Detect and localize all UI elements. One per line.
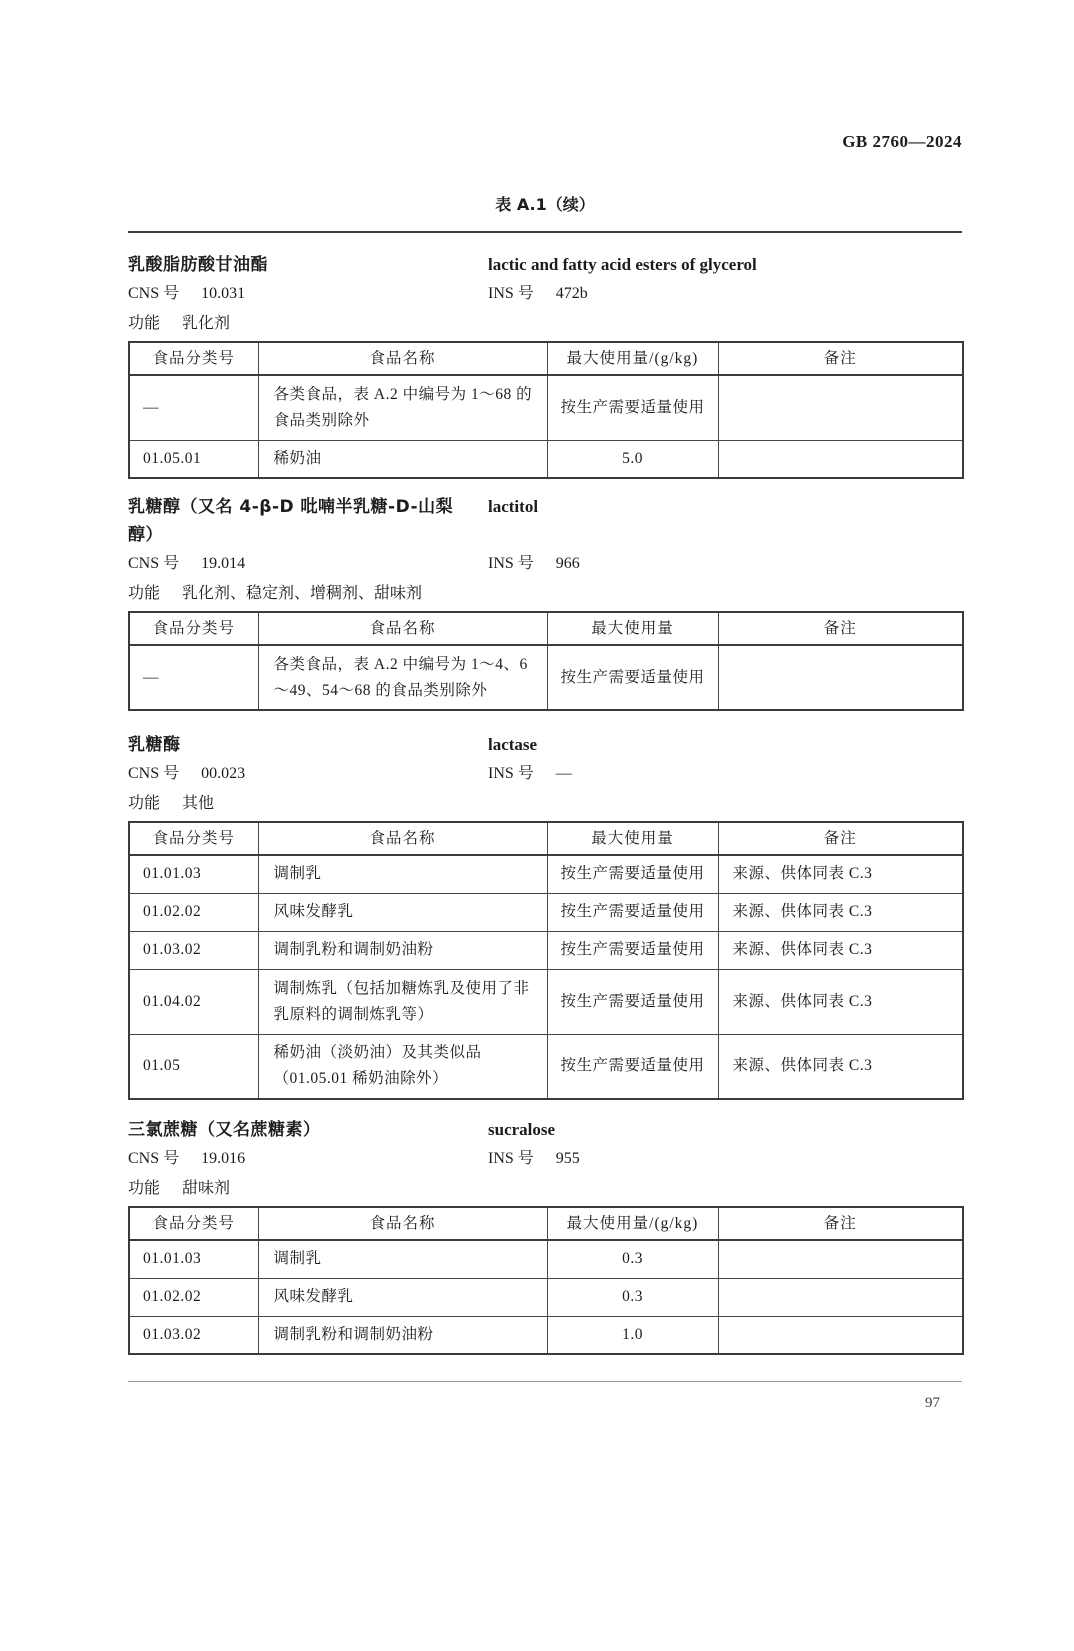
function-value: 乳化剂、稳定剂、增稠剂、甜味剂 (182, 585, 423, 602)
ins-row (488, 279, 962, 309)
ins-value: — (555, 765, 572, 782)
ins-label: INS 号 (488, 765, 534, 782)
additive-name-en: lactic and fatty acid esters of glycerol (488, 255, 757, 274)
cell-max-usage: 按生产需要适量使用 (547, 1034, 718, 1099)
cell-note (718, 1316, 963, 1354)
cell-note (718, 1240, 963, 1278)
cell-food-name: 调制乳粉和调制奶油粉 (258, 931, 547, 969)
document-page (128, 131, 962, 1412)
table-row (129, 969, 963, 1034)
function-value: 甜味剂 (182, 1180, 231, 1197)
table-header-row (129, 822, 963, 855)
cell-max-usage: 按生产需要适量使用 (547, 893, 718, 931)
usage-table-3 (128, 821, 964, 1100)
cns-row (128, 549, 488, 579)
cell-food-name: 风味发酵乳 (258, 1278, 547, 1316)
ins-label: INS 号 (488, 555, 534, 572)
additive-section-2 (128, 493, 962, 711)
cns-value: 10.031 (201, 285, 246, 302)
cell-food-name: 调制乳 (258, 1240, 547, 1278)
header-cell-food-name: 食品名称 (258, 1207, 547, 1240)
ins-value: 472b (555, 285, 588, 302)
table-row (129, 440, 963, 478)
cns-label: CNS 号 (128, 555, 180, 572)
cell-food-name: 调制乳粉和调制奶油粉 (258, 1316, 547, 1354)
additive-name-zh: 乳糖酶 (128, 735, 181, 755)
header-cell-max-usage: 最大使用量 (547, 612, 718, 645)
ins-row (488, 1144, 962, 1174)
cell-category: — (129, 645, 258, 710)
header-cell-food-name: 食品名称 (258, 822, 547, 855)
cell-food-name: 调制炼乳（包括加糖炼乳及使用了非乳原料的调制炼乳等） (258, 969, 547, 1034)
table-row (129, 1034, 963, 1099)
doc-number: GB 2760—2024 (842, 132, 962, 151)
header-cell-max-usage: 最大使用量/(g/kg) (547, 342, 718, 375)
cell-category: 01.01.03 (129, 1240, 258, 1278)
usage-table-1 (128, 341, 964, 479)
cell-category: 01.02.02 (129, 1278, 258, 1316)
table-row (129, 1278, 963, 1316)
function-row (128, 579, 488, 609)
cns-row (128, 1144, 488, 1174)
cell-category: 01.04.02 (129, 969, 258, 1034)
function-value: 乳化剂 (182, 315, 231, 332)
cns-label: CNS 号 (128, 285, 180, 302)
cell-category: 01.05 (129, 1034, 258, 1099)
cell-note: 来源、供体同表 C.3 (718, 1034, 963, 1099)
cell-max-usage: 5.0 (547, 440, 718, 478)
function-label: 功能 (128, 1180, 161, 1197)
table-row (129, 1240, 963, 1278)
additive-name-en: sucralose (488, 1120, 556, 1139)
cell-max-usage: 0.3 (547, 1240, 718, 1278)
cns-row (128, 759, 488, 789)
cell-food-name: 调制乳 (258, 855, 547, 893)
ins-label: INS 号 (488, 285, 534, 302)
additive-name-zh: 乳糖醇（又名 4-β-D 吡喃半乳糖-D-山梨 (128, 497, 454, 517)
additive-name-zh: 乳酸脂肪酸甘油酯 (128, 255, 268, 275)
cell-note: 来源、供体同表 C.3 (718, 893, 963, 931)
function-label: 功能 (128, 795, 161, 812)
cell-note (718, 440, 963, 478)
additive-name-en: lactase (488, 735, 538, 754)
cell-max-usage: 1.0 (547, 1316, 718, 1354)
table-row (129, 375, 963, 440)
cell-max-usage: 按生产需要适量使用 (547, 645, 718, 710)
ins-row (488, 549, 962, 579)
header-cell-max-usage: 最大使用量/(g/kg) (547, 1207, 718, 1240)
ins-row (488, 759, 962, 789)
cell-food-name: 各类食品，表 A.2 中编号为 1～4、6～49、54～68 的食品类别除外 (258, 645, 547, 710)
cell-category: 01.01.03 (129, 855, 258, 893)
function-row (128, 1174, 488, 1204)
cell-category: 01.03.02 (129, 931, 258, 969)
footer-rule (128, 1381, 962, 1382)
cell-category: — (129, 375, 258, 440)
ins-value: 966 (555, 555, 580, 572)
additive-name-zh: 三氯蔗糖（又名蔗糖素） (128, 1120, 321, 1140)
cns-value: 00.023 (201, 765, 246, 782)
header-cell-category: 食品分类号 (129, 342, 258, 375)
cell-category: 01.02.02 (129, 893, 258, 931)
header-cell-max-usage: 最大使用量 (547, 822, 718, 855)
cell-max-usage: 按生产需要适量使用 (547, 931, 718, 969)
cell-food-name: 稀奶油（淡奶油）及其类似品（01.05.01 稀奶油除外） (258, 1034, 547, 1099)
header-cell-category: 食品分类号 (129, 822, 258, 855)
table-header-row (129, 342, 963, 375)
ins-value: 955 (555, 1150, 580, 1167)
cns-value: 19.016 (201, 1150, 246, 1167)
additive-section-4 (128, 1116, 962, 1355)
cell-category: 01.05.01 (129, 440, 258, 478)
additive-name-zh-line2: 醇） (128, 525, 163, 545)
function-label: 功能 (128, 585, 161, 602)
header-cell-food-name: 食品名称 (258, 612, 547, 645)
header-cell-category: 食品分类号 (129, 612, 258, 645)
header-cell-note: 备注 (718, 342, 963, 375)
table-header-row (129, 1207, 963, 1240)
table-row (129, 931, 963, 969)
cell-note (718, 1278, 963, 1316)
header-cell-note: 备注 (718, 822, 963, 855)
ins-label: INS 号 (488, 1150, 534, 1167)
cell-max-usage: 按生产需要适量使用 (547, 375, 718, 440)
header-cell-food-name: 食品名称 (258, 342, 547, 375)
usage-table-2 (128, 611, 964, 711)
additive-section-1 (128, 251, 962, 479)
cell-max-usage: 按生产需要适量使用 (547, 969, 718, 1034)
function-label: 功能 (128, 315, 161, 332)
cell-note: 来源、供体同表 C.3 (718, 931, 963, 969)
table-row (129, 893, 963, 931)
additive-name-en: lactitol (488, 497, 539, 516)
cns-label: CNS 号 (128, 1150, 180, 1167)
header-rule (128, 231, 962, 233)
function-row (128, 789, 488, 819)
table-caption: 表 A.1（续） (495, 195, 595, 214)
cns-row (128, 279, 488, 309)
header-cell-note: 备注 (718, 612, 963, 645)
page-number: 97 (925, 1395, 940, 1411)
cell-note (718, 375, 963, 440)
function-row (128, 309, 488, 339)
cell-note: 来源、供体同表 C.3 (718, 969, 963, 1034)
cell-max-usage: 按生产需要适量使用 (547, 855, 718, 893)
cell-note (718, 645, 963, 710)
table-header-row (129, 612, 963, 645)
cell-food-name: 各类食品，表 A.2 中编号为 1～68 的食品类别除外 (258, 375, 547, 440)
cell-max-usage: 0.3 (547, 1278, 718, 1316)
additive-section-3 (128, 731, 962, 1100)
cell-category: 01.03.02 (129, 1316, 258, 1354)
usage-table-4 (128, 1206, 964, 1355)
cns-label: CNS 号 (128, 765, 180, 782)
function-value: 其他 (182, 795, 215, 812)
table-row (129, 855, 963, 893)
header-cell-note: 备注 (718, 1207, 963, 1240)
table-row (129, 1316, 963, 1354)
table-row (129, 645, 963, 710)
cell-food-name: 风味发酵乳 (258, 893, 547, 931)
header-cell-category: 食品分类号 (129, 1207, 258, 1240)
cell-food-name: 稀奶油 (258, 440, 547, 478)
cell-note: 来源、供体同表 C.3 (718, 855, 963, 893)
cns-value: 19.014 (201, 555, 246, 572)
